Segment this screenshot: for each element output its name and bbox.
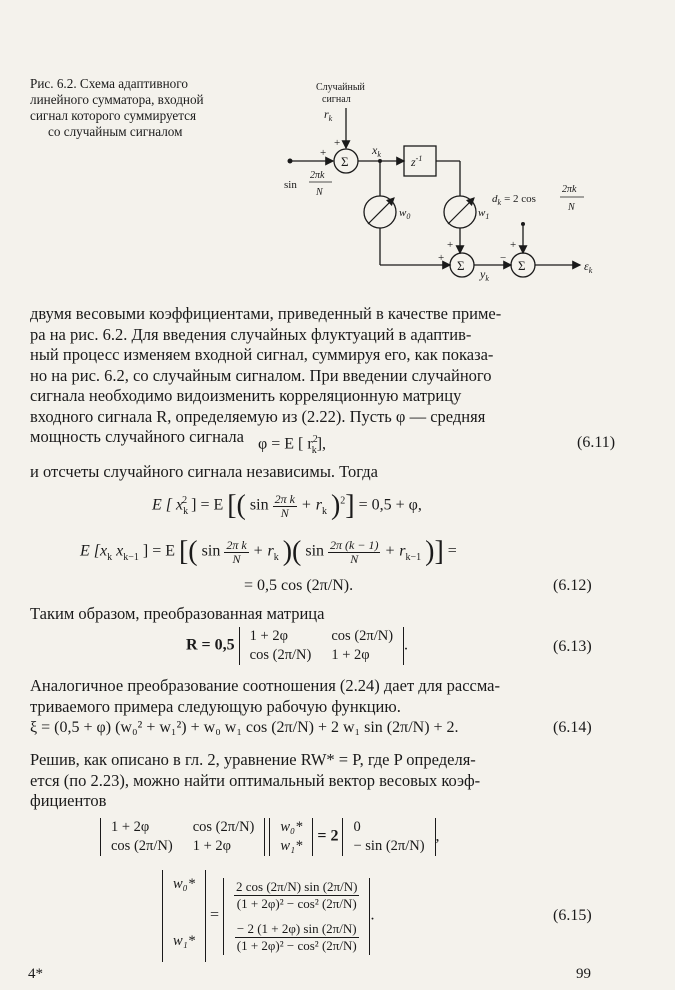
frac-den: N <box>232 551 241 566</box>
equation-number: (6.11) <box>577 434 616 451</box>
paragraph-4 <box>30 676 620 717</box>
w1-label: w <box>478 207 486 219</box>
summer-3-symbol: Σ <box>518 258 526 273</box>
paragraph-2: и отсчеты случайного сигнала независимы. Тогда <box>30 462 378 481</box>
r-k-label: r <box>324 107 329 121</box>
plus-sign: + <box>438 252 445 264</box>
w1-sub: 1 <box>485 212 490 221</box>
equation-6-12c: = 0,5 cos (2π/N). <box>244 577 354 594</box>
caption-line: со случайным сигналом <box>48 124 183 139</box>
equation-6-14: ξ = (0,5 + φ) (w₀² + w₁²) + w₀ w₁ cos (2π/N) + 2 w₁ sin (2π/N) + 2. <box>30 719 459 736</box>
eq-text: sin <box>305 542 325 560</box>
eq-text: + r <box>252 542 274 560</box>
eq-text: = 2 <box>317 827 339 845</box>
caption-line: Рис. 6.2. Схема адаптивного <box>30 76 188 91</box>
frac-den: (1 + 2φ)² − cos² (2π/N) <box>236 895 357 911</box>
equation-6-13 <box>186 627 408 665</box>
paragraph-5 <box>30 750 620 812</box>
y-k-sub: k <box>485 274 489 283</box>
eq-sub: k−1 <box>123 551 139 563</box>
vector <box>342 818 435 856</box>
matrix <box>100 818 265 856</box>
equation-6-12a: E [ $x_k^2$ ] = E [( sin $\frac{\text{2π k}}{N}$ + $r_k$ )$^2$] = 0,5 + φ, <box>152 490 422 521</box>
d-k-sub: k <box>497 198 502 207</box>
text-line: входного сигнала R, определяемую из (2.22). Пусть φ — средняя <box>30 406 486 426</box>
eq-text: , <box>435 827 440 845</box>
svg-text:yk <box>479 267 489 283</box>
svg-text:dk= 2 cos <box>492 193 536 207</box>
equation-number: (6.13) <box>553 638 592 655</box>
vector-cell: 0 <box>353 819 361 835</box>
equation-6-11 <box>258 434 326 456</box>
delay-label: z <box>411 155 416 169</box>
eq-sub: k <box>183 505 189 517</box>
matrix <box>239 627 404 665</box>
random-signal-label: Случайный <box>316 82 365 93</box>
delay-exp: -1 <box>415 154 423 163</box>
w0-sub: 0 <box>406 212 411 221</box>
sin-label: sin <box>284 179 297 191</box>
frac-den: (1 + 2φ)² − cos² (2π/N) <box>236 937 357 953</box>
adaptive-combiner-diagram <box>280 78 610 298</box>
fraction <box>235 921 359 954</box>
vector-cell: w₀* <box>173 876 195 893</box>
sin-num: 2πk <box>310 170 325 181</box>
d-k-eq: = 2 cos <box>504 193 536 205</box>
text-line: ный процесс изменяем входной сигнал, суммируя его, как показа- <box>30 345 494 364</box>
equation-6-15b <box>162 870 374 962</box>
vector-cell: w₁* <box>173 932 195 949</box>
eq-text: ], <box>316 435 327 453</box>
frac-num: 2 cos (2π/N) sin (2π/N) <box>236 878 358 894</box>
w0-label: w <box>399 207 407 219</box>
plus-sign: + <box>447 239 454 251</box>
frac-num: 2π k <box>274 491 295 506</box>
fraction <box>273 493 297 520</box>
minus-sign: − <box>500 252 507 264</box>
vector-cell: w₁* <box>280 838 303 854</box>
fraction <box>234 879 359 912</box>
text-line: Решив, как описано в гл. 2, уравнение RW* = P, где P определя- <box>30 750 476 769</box>
text-line: Аналогичное преобразование соотношения (2.24) дает для рассма- <box>30 676 501 695</box>
eq-text: sin <box>201 542 221 560</box>
eps-label: ε <box>584 259 589 273</box>
svg-text:xk <box>371 143 381 159</box>
frac-den: N <box>280 505 289 520</box>
plus-sign: + <box>320 147 327 159</box>
equation-6-12b: E [$x_k$ $x_{k-1}$ ] = E [( sin $\frac{\text{2π k}}{N}$ + $r_k$ )( sin $\frac{2\pi (k - 1)}{N}$ + $r_{k-1}$ )] = <box>80 536 457 567</box>
text-line: но на рис. 6.2, со случайным сигналом. При введении случайного <box>30 365 492 385</box>
vector-cell: − sin (2π/N) <box>353 838 425 854</box>
svg-text:z-1 <box>410 154 422 169</box>
equation-number: (6.12) <box>553 577 592 594</box>
matrix-cell: 1 + 2φ <box>249 628 288 644</box>
caption-line: сигнал которого суммируется <box>30 108 197 123</box>
eq-text: x <box>112 542 124 560</box>
eq-text: + r <box>300 496 322 514</box>
eq-text: = <box>209 906 219 924</box>
equation-number: (6.15) <box>553 907 592 924</box>
frac-num: 2π k <box>226 537 247 552</box>
eq-text: ] = E <box>191 496 224 514</box>
figure-caption <box>30 76 265 140</box>
text-line: триваемого примера следующую рабочую функцию. <box>30 696 401 716</box>
eq-text: . <box>370 906 375 924</box>
text-line: мощность случайного сигнала <box>30 427 244 446</box>
eq-text: φ = E [ r <box>258 435 313 453</box>
matrix-cell: 1 + 2φ <box>111 819 150 835</box>
eq-text: + r <box>384 542 406 560</box>
eq-text: E [ x <box>152 496 184 514</box>
eq-text: R = 0,5 <box>186 636 235 654</box>
matrix-cell: cos (2π/N) <box>192 819 255 835</box>
eps-sub: k <box>588 266 593 275</box>
x-k-sub: k <box>377 150 381 159</box>
eq-sub: k <box>107 551 113 563</box>
plus-sign: + <box>334 137 341 149</box>
frac-num: 2π (k − 1) <box>330 537 379 552</box>
eq-text: sin <box>249 496 269 514</box>
plus-sign: + <box>510 239 517 251</box>
eq-text: ] = E <box>142 542 175 560</box>
summer-2-symbol: Σ <box>457 258 465 273</box>
fraction <box>224 539 248 566</box>
svg-text:εk <box>584 259 593 275</box>
frac-den: N <box>350 551 359 566</box>
r-k-sub: k <box>328 114 333 123</box>
svg-text:w0 <box>399 207 410 221</box>
x-k-label: x <box>372 143 378 157</box>
eq-sup: 2 <box>182 495 188 507</box>
eq-sub: k−1 <box>405 551 422 563</box>
vector <box>162 870 206 962</box>
d-k-label: d <box>492 193 498 205</box>
eq-text: . <box>404 636 409 654</box>
equation-number: (6.14) <box>553 719 592 736</box>
d-den: N <box>568 202 575 213</box>
vector <box>223 878 370 955</box>
equation-6-15a <box>100 818 440 856</box>
sin-den: N <box>316 187 323 198</box>
matrix-cell: 1 + 2φ <box>331 647 370 663</box>
paragraph-3: Таким образом, преобразованная матрица <box>30 604 325 623</box>
y-k-label: y <box>480 267 486 281</box>
vector-cell: w₀* <box>280 819 303 835</box>
text-line: двумя весовыми коэффициентами, приведенный в качестве приме- <box>30 304 502 323</box>
eq-text: = 0,5 + φ, <box>358 496 422 514</box>
page-number: 99 <box>576 966 591 982</box>
summer-1-symbol: Σ <box>341 154 349 169</box>
vector <box>269 818 313 856</box>
matrix-cell: cos (2π/N) <box>249 647 312 663</box>
matrix-cell: 1 + 2φ <box>192 838 231 854</box>
eq-text: = <box>447 542 457 560</box>
text-line: сигнала необходимо видоизменить корреляционную матрицу <box>30 386 462 405</box>
matrix-cell: cos (2π/N) <box>111 838 173 854</box>
fraction <box>328 539 380 566</box>
eq-sup: 2 <box>312 434 318 445</box>
signature-mark: 4* <box>28 966 43 982</box>
frac-num: − 2 (1 + 2φ) sin (2π/N) <box>236 920 357 936</box>
text-line: ется (по 2.23), можно найти оптимальный вектор весовых коэф- <box>30 770 481 790</box>
text-line: фициентов <box>30 791 107 810</box>
text-line: ра на рис. 6.2. Для введения случайных флуктуаций в адаптив- <box>30 324 472 344</box>
caption-line: линейного сумматора, входной <box>30 92 204 107</box>
eq-sub: k <box>273 551 279 563</box>
d-num: 2πk <box>562 184 577 195</box>
eq-sub: k <box>311 444 317 456</box>
matrix-cell: cos (2π/N) <box>331 628 394 644</box>
svg-text:w1 <box>478 207 489 221</box>
eq-sub: k <box>321 505 327 517</box>
svg-text:rk <box>324 107 333 123</box>
eq-text: E [x <box>80 542 108 560</box>
random-signal-label: сигнал <box>322 94 351 105</box>
paragraph-1 <box>30 304 620 448</box>
